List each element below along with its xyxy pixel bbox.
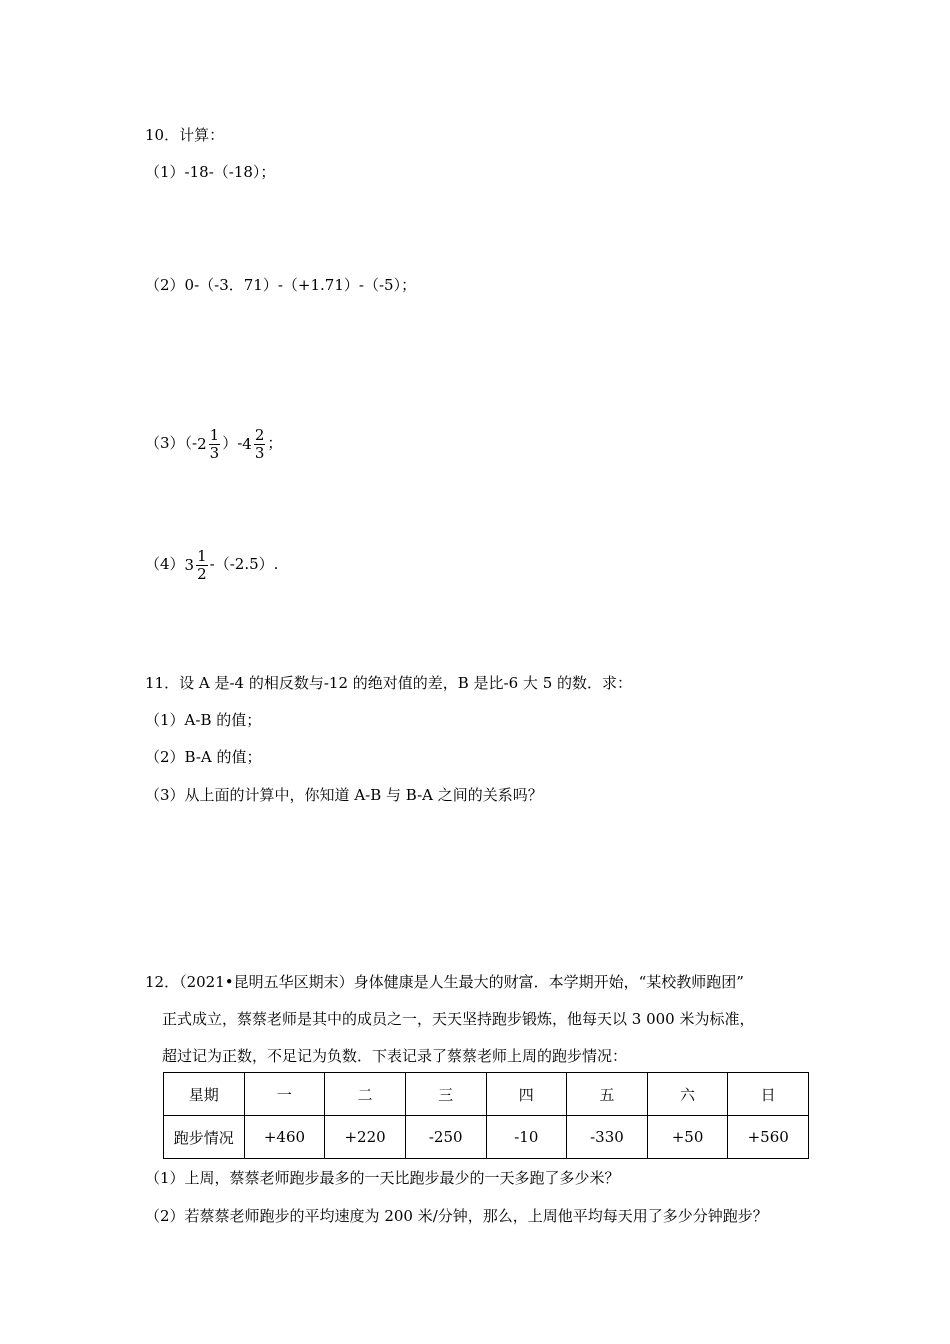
table-cell: +560 xyxy=(728,1116,809,1159)
q10-part4-whole: 3 xyxy=(184,556,195,574)
q10-part3-mid: ）- xyxy=(222,434,243,452)
table-cell: 五 xyxy=(567,1073,648,1116)
table-cell: -250 xyxy=(405,1116,486,1159)
table-cell: 日 xyxy=(728,1073,809,1116)
q12-line1: 12．（2021•昆明五华区期末）身体健康是人生最大的财富．本学期开始，“某校教师跑团” xyxy=(145,973,744,991)
q12-line3: 超过记为正数，不足记为负数．下表记录了蔡蔡老师上周的跑步情况： xyxy=(162,1047,628,1065)
q10-part3-numerator2: 2 xyxy=(254,426,265,444)
q10-part4-denominator: 2 xyxy=(197,564,207,583)
q11-title: 11．设 A 是-4 的相反数与-12 的绝对值的差，B 是比-6 大 5 的数．求： xyxy=(145,674,633,692)
q11-part3: （3）从上面的计算中，你知道 A-B 与 B-A 之间的关系吗？ xyxy=(145,786,543,804)
q12-part1: （1）上周，蔡蔡老师跑步最多的一天比跑步最少的一天多跑了多少米？ xyxy=(145,1169,620,1187)
table-cell: 一 xyxy=(244,1073,325,1116)
q10-part3-numerator1: 1 xyxy=(209,426,220,444)
q10-part4-numerator: 1 xyxy=(197,547,207,565)
q10-part3-label: （3）（- xyxy=(145,434,198,452)
q10-part3-end: ； xyxy=(267,434,283,452)
q12-part2: （2）若蔡蔡老师跑步的平均速度为 200 米/分钟，那么，上周他平均每天用了多少分钟跑步？ xyxy=(145,1207,768,1225)
q10-part2: （2）0-（-3．71）-（+1.71）-（-5）； xyxy=(145,276,417,294)
q10-part4 xyxy=(145,541,278,588)
table-cell: 跑步情况 xyxy=(164,1116,245,1159)
q10-part4-label: （4） xyxy=(145,555,185,573)
table-cell: 星期 xyxy=(164,1073,245,1116)
q10-part1: （1）-18-（-18）； xyxy=(145,163,276,181)
q10-part3-whole1: 2 xyxy=(197,435,207,453)
table-cell: -10 xyxy=(486,1116,567,1159)
q10-part3-denominator2: 3 xyxy=(254,443,265,462)
table-cell: +220 xyxy=(325,1116,406,1159)
q10-part3-denominator1: 3 xyxy=(209,443,220,462)
q10-part4-end: -（-2.5）. xyxy=(209,555,279,573)
running-table xyxy=(163,1072,809,1159)
table-cell: 三 xyxy=(405,1073,486,1116)
q11-part2: （2）B-A 的值； xyxy=(145,748,262,766)
q12-line2: 正式成立，蔡蔡老师是其中的成员之一，天天坚持跑步锻炼，他每天以 3 000 米为标准， xyxy=(162,1010,755,1028)
table-cell: 二 xyxy=(325,1073,406,1116)
table-cell: 六 xyxy=(647,1073,728,1116)
q10-part3-fraction1 xyxy=(209,427,221,461)
q11-part1: （1）A-B 的值； xyxy=(145,711,262,729)
q10-title: 10．计算： xyxy=(145,126,225,144)
q10-part4-fraction xyxy=(196,548,208,582)
q10-part3-whole2: 4 xyxy=(242,435,252,453)
q10-part3 xyxy=(145,420,282,467)
table-header-row xyxy=(164,1073,809,1116)
table-cell: +50 xyxy=(647,1116,728,1159)
q10-part3-fraction2 xyxy=(254,427,266,461)
table-cell: +460 xyxy=(244,1116,325,1159)
table-row xyxy=(164,1116,809,1159)
table-cell: 四 xyxy=(486,1073,567,1116)
table-cell: -330 xyxy=(567,1116,648,1159)
